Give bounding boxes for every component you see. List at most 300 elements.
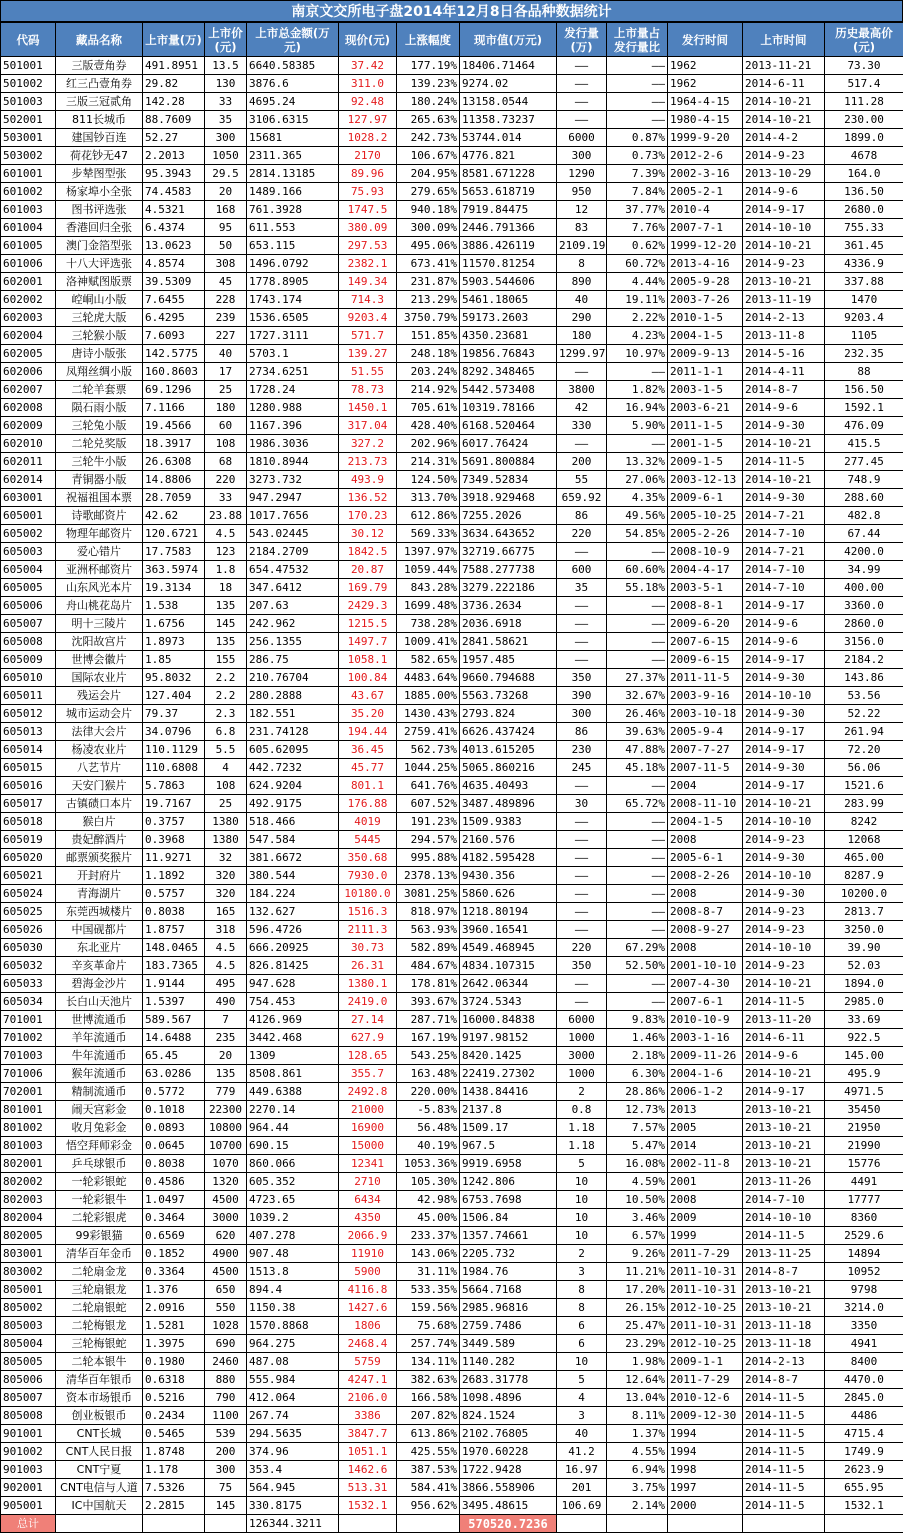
gain-cell: 612.86%: [397, 507, 460, 525]
gain-cell: 31.11%: [397, 1263, 460, 1281]
ratio-cell: ——: [607, 849, 668, 867]
listed-qty-cell: 0.1852: [143, 1245, 205, 1263]
ratio-cell: 67.29%: [607, 939, 668, 957]
listed-price-cell: 790: [205, 1389, 247, 1407]
name-cell: 创业板银币: [56, 1407, 143, 1425]
issue-qty-cell: 5: [557, 1371, 607, 1389]
table-row: [1, 381, 903, 399]
header-row: [1, 23, 903, 57]
current-price-cell: 2111.3: [339, 921, 397, 939]
issue-date-cell: 2008-8-1: [668, 597, 743, 615]
market-value-cell: 4350.23681: [460, 327, 557, 345]
ratio-cell: 27.37%: [607, 669, 668, 687]
listed-amount-cell: 3106.6315: [247, 111, 339, 129]
current-price-cell: 4019: [339, 813, 397, 831]
code-cell: 605016: [1, 777, 56, 795]
current-price-cell: 2066.9: [339, 1227, 397, 1245]
issue-date-cell: 2012-10-25: [668, 1299, 743, 1317]
listed-date-cell: 2014-11-5: [743, 1425, 825, 1443]
name-cell: 二轮扇金龙: [56, 1263, 143, 1281]
highest-price-cell: 361.45: [825, 237, 903, 255]
listed-amount-cell: 947.2947: [247, 489, 339, 507]
highest-price-cell: 67.44: [825, 525, 903, 543]
listed-amount-cell: 1810.8944: [247, 453, 339, 471]
table-row: [1, 1353, 903, 1371]
header-cell: 代码: [1, 23, 56, 57]
market-value-cell: 32719.66775: [460, 543, 557, 561]
issue-date-cell: 2014: [668, 1137, 743, 1155]
issue-date-cell: 2003-1-16: [668, 1029, 743, 1047]
listed-qty-cell: 0.8038: [143, 903, 205, 921]
name-cell: 长白山天池片: [56, 993, 143, 1011]
listed-amount-cell: 2814.13185: [247, 165, 339, 183]
listed-qty-cell: 0.0645: [143, 1137, 205, 1155]
name-cell: 唐诗小版张: [56, 345, 143, 363]
highest-price-cell: 14894: [825, 1245, 903, 1263]
market-value-cell: 5461.18065: [460, 291, 557, 309]
code-cell: 701006: [1, 1065, 56, 1083]
listed-qty-cell: 88.7609: [143, 111, 205, 129]
listed-amount-cell: 381.6672: [247, 849, 339, 867]
issue-qty-cell: 41.2: [557, 1443, 607, 1461]
ratio-cell: 5.90%: [607, 417, 668, 435]
table-row: [1, 1029, 903, 1047]
issue-qty-cell: 0.8: [557, 1101, 607, 1119]
table-row: [1, 1137, 903, 1155]
listed-amount-cell: 624.9204: [247, 777, 339, 795]
issue-qty-cell: 200: [557, 453, 607, 471]
listed-qty-cell: 26.6308: [143, 453, 205, 471]
name-cell: 一轮彩银牛: [56, 1191, 143, 1209]
issue-qty-cell: 3000: [557, 1047, 607, 1065]
issue-date-cell: 2004: [668, 777, 743, 795]
listed-date-cell: 2014-11-5: [743, 1497, 825, 1515]
listed-qty-cell: 2.2815: [143, 1497, 205, 1515]
listed-date-cell: 2014-10-10: [743, 1209, 825, 1227]
issue-qty-cell: 180: [557, 327, 607, 345]
listed-amount-cell: 4695.24: [247, 93, 339, 111]
listed-date-cell: 2014-10-21: [743, 93, 825, 111]
listed-price-cell: 17: [205, 363, 247, 381]
gain-cell: 956.62%: [397, 1497, 460, 1515]
code-cell: 805008: [1, 1407, 56, 1425]
code-cell: 602003: [1, 309, 56, 327]
table-row: [1, 939, 903, 957]
code-cell: 805004: [1, 1335, 56, 1353]
code-cell: 805006: [1, 1371, 56, 1389]
market-value-cell: 1098.4896: [460, 1389, 557, 1407]
issue-qty-cell: 600: [557, 561, 607, 579]
listed-price-cell: 4.5: [205, 939, 247, 957]
table-row: [1, 615, 903, 633]
table-row: [1, 1263, 903, 1281]
listed-qty-cell: 0.5757: [143, 885, 205, 903]
table-row: [1, 399, 903, 417]
listed-date-cell: 2014-10-10: [743, 687, 825, 705]
listed-qty-cell: 1.6756: [143, 615, 205, 633]
market-value-cell: 3634.643652: [460, 525, 557, 543]
listed-amount-cell: 3442.468: [247, 1029, 339, 1047]
listed-amount-cell: 964.275: [247, 1335, 339, 1353]
listed-qty-cell: 4.8574: [143, 255, 205, 273]
issue-date-cell: 1999-9-20: [668, 129, 743, 147]
highest-price-cell: 2985.0: [825, 993, 903, 1011]
listed-qty-cell: 0.3364: [143, 1263, 205, 1281]
empty-cell: [607, 1515, 668, 1533]
table-row: [1, 1425, 903, 1443]
listed-qty-cell: 148.0465: [143, 939, 205, 957]
name-cell: 清华百年银币: [56, 1371, 143, 1389]
listed-date-cell: 2014-9-17: [743, 777, 825, 795]
issue-qty-cell: 230: [557, 741, 607, 759]
name-cell: CNT长城: [56, 1425, 143, 1443]
current-price-cell: 2170: [339, 147, 397, 165]
table-row: [1, 957, 903, 975]
code-cell: 602006: [1, 363, 56, 381]
highest-price-cell: 8242: [825, 813, 903, 831]
listed-price-cell: 23.88: [205, 507, 247, 525]
current-price-cell: 2106.0: [339, 1389, 397, 1407]
listed-amount-cell: 2184.2709: [247, 543, 339, 561]
code-cell: 602011: [1, 453, 56, 471]
listed-price-cell: 6.8: [205, 723, 247, 741]
highest-price-cell: 10952: [825, 1263, 903, 1281]
listed-date-cell: 2014-10-10: [743, 813, 825, 831]
empty-cell: [56, 1515, 143, 1533]
market-value-cell: 5653.618719: [460, 183, 557, 201]
highest-price-cell: 232.35: [825, 345, 903, 363]
issue-qty-cell: 220: [557, 525, 607, 543]
name-cell: 八艺节片: [56, 759, 143, 777]
name-cell: 世博会徽片: [56, 651, 143, 669]
gain-cell: 1009.41%: [397, 633, 460, 651]
listed-amount-cell: 547.584: [247, 831, 339, 849]
issue-date-cell: 2001: [668, 1173, 743, 1191]
name-cell: 杨家埠小全张: [56, 183, 143, 201]
listed-price-cell: 1.8: [205, 561, 247, 579]
current-price-cell: 493.9: [339, 471, 397, 489]
code-cell: 601004: [1, 219, 56, 237]
code-cell: 602010: [1, 435, 56, 453]
listed-date-cell: 2014-11-5: [743, 993, 825, 1011]
name-cell: 天安门猴片: [56, 777, 143, 795]
listed-date-cell: 2014-7-10: [743, 579, 825, 597]
listed-price-cell: 123: [205, 543, 247, 561]
listed-date-cell: 2014-9-30: [743, 669, 825, 687]
table-row: [1, 1209, 903, 1227]
listed-price-cell: 318: [205, 921, 247, 939]
current-price-cell: 15000: [339, 1137, 397, 1155]
gain-cell: 151.85%: [397, 327, 460, 345]
ratio-cell: 26.46%: [607, 705, 668, 723]
listed-qty-cell: 95.8032: [143, 669, 205, 687]
listed-qty-cell: 127.404: [143, 687, 205, 705]
highest-price-cell: 111.28: [825, 93, 903, 111]
total-label: 总计: [1, 1515, 56, 1533]
issue-qty-cell: ——: [557, 651, 607, 669]
table-row: [1, 597, 903, 615]
name-cell: 陨石雨小版: [56, 399, 143, 417]
listed-amount-cell: 1727.3111: [247, 327, 339, 345]
listed-date-cell: 2013-10-29: [743, 165, 825, 183]
current-price-cell: 627.9: [339, 1029, 397, 1047]
header-cell: 历史最高价(元): [825, 23, 903, 57]
market-value-cell: 2985.96816: [460, 1299, 557, 1317]
market-value-cell: 3866.558906: [460, 1479, 557, 1497]
market-value-cell: 5065.860216: [460, 759, 557, 777]
listed-date-cell: 2014-7-10: [743, 1191, 825, 1209]
table-row: [1, 363, 903, 381]
gain-cell: 1885.00%: [397, 687, 460, 705]
listed-qty-cell: 63.0286: [143, 1065, 205, 1083]
market-value-cell: 4549.468945: [460, 939, 557, 957]
table-row: [1, 1461, 903, 1479]
gain-cell: 543.25%: [397, 1047, 460, 1065]
table-row: [1, 1389, 903, 1407]
current-price-cell: 5900: [339, 1263, 397, 1281]
listed-qty-cell: 95.3943: [143, 165, 205, 183]
ratio-cell: 1.98%: [607, 1353, 668, 1371]
name-cell: 祝福祖国本票: [56, 489, 143, 507]
issue-date-cell: 1964-4-15: [668, 93, 743, 111]
code-cell: 805002: [1, 1299, 56, 1317]
current-price-cell: 75.93: [339, 183, 397, 201]
listed-date-cell: 2014-4-11: [743, 363, 825, 381]
listed-amount-cell: 210.76704: [247, 669, 339, 687]
listed-amount-cell: 1167.396: [247, 417, 339, 435]
empty-cell: [668, 1515, 743, 1533]
current-price-cell: 327.2: [339, 435, 397, 453]
listed-price-cell: 25: [205, 795, 247, 813]
table-row: [1, 471, 903, 489]
current-price-cell: 35.20: [339, 705, 397, 723]
market-value-cell: 59173.2603: [460, 309, 557, 327]
listed-qty-cell: 142.5775: [143, 345, 205, 363]
issue-date-cell: 1999: [668, 1227, 743, 1245]
listed-price-cell: 4900: [205, 1245, 247, 1263]
listed-amount-cell: 907.48: [247, 1245, 339, 1263]
listed-qty-cell: 1.0497: [143, 1191, 205, 1209]
issue-date-cell: 2011-7-29: [668, 1371, 743, 1389]
gain-cell: 191.23%: [397, 813, 460, 831]
issue-qty-cell: 245: [557, 759, 607, 777]
market-value-cell: 8581.671228: [460, 165, 557, 183]
market-value-cell: 6626.437424: [460, 723, 557, 741]
code-cell: 605005: [1, 579, 56, 597]
table-row: [1, 1083, 903, 1101]
code-cell: 605024: [1, 885, 56, 903]
ratio-cell: ——: [607, 633, 668, 651]
ratio-cell: ——: [607, 813, 668, 831]
listed-date-cell: 2014-8-7: [743, 1263, 825, 1281]
table-row: [1, 435, 903, 453]
header-cell: 发行量(万): [557, 23, 607, 57]
empty-cell: [143, 1515, 205, 1533]
current-price-cell: 139.27: [339, 345, 397, 363]
ratio-cell: 9.83%: [607, 1011, 668, 1029]
code-cell: 801001: [1, 1101, 56, 1119]
listed-amount-cell: 1743.174: [247, 291, 339, 309]
issue-qty-cell: ——: [557, 849, 607, 867]
highest-price-cell: 136.50: [825, 183, 903, 201]
header-cell: 现市值(万元): [460, 23, 557, 57]
highest-price-cell: 3156.0: [825, 633, 903, 651]
highest-price-cell: 2184.2: [825, 651, 903, 669]
issue-qty-cell: 6000: [557, 1011, 607, 1029]
listed-amount-cell: 374.96: [247, 1443, 339, 1461]
listed-qty-cell: 7.5326: [143, 1479, 205, 1497]
market-value-cell: 1509.9383: [460, 813, 557, 831]
listed-amount-cell: 449.6388: [247, 1083, 339, 1101]
current-price-cell: 380.09: [339, 219, 397, 237]
current-price-cell: 169.79: [339, 579, 397, 597]
current-price-cell: 45.77: [339, 759, 397, 777]
table-row: [1, 867, 903, 885]
issue-qty-cell: ——: [557, 903, 607, 921]
name-cell: 建国钞百连: [56, 129, 143, 147]
issue-qty-cell: ——: [557, 363, 607, 381]
table-row: [1, 1173, 903, 1191]
listed-price-cell: 155: [205, 651, 247, 669]
current-price-cell: 1058.1: [339, 651, 397, 669]
name-cell: IC中国航天: [56, 1497, 143, 1515]
code-cell: 601003: [1, 201, 56, 219]
market-value-cell: 3487.489896: [460, 795, 557, 813]
current-price-cell: 801.1: [339, 777, 397, 795]
highest-price-cell: 9203.4: [825, 309, 903, 327]
current-price-cell: 2382.1: [339, 255, 397, 273]
gain-cell: 563.93%: [397, 921, 460, 939]
ratio-cell: ——: [607, 57, 668, 75]
issue-qty-cell: 42: [557, 399, 607, 417]
listed-date-cell: 2014-9-17: [743, 201, 825, 219]
listed-price-cell: 13.5: [205, 57, 247, 75]
listed-date-cell: 2014-11-5: [743, 1461, 825, 1479]
market-value-cell: 18406.71464: [460, 57, 557, 75]
issue-date-cell: 2007-7-1: [668, 219, 743, 237]
issue-date-cell: 2008: [668, 939, 743, 957]
listed-price-cell: 220: [205, 471, 247, 489]
listed-price-cell: 3000: [205, 1209, 247, 1227]
current-price-cell: 1450.1: [339, 399, 397, 417]
table-row: [1, 1065, 903, 1083]
highest-price-cell: 465.00: [825, 849, 903, 867]
header-cell: 上市总金额(万元): [247, 23, 339, 57]
code-cell: 605033: [1, 975, 56, 993]
issue-qty-cell: ——: [557, 75, 607, 93]
ratio-cell: 19.11%: [607, 291, 668, 309]
current-price-cell: 513.31: [339, 1479, 397, 1497]
gain-cell: 300.09%: [397, 219, 460, 237]
market-value-cell: 6753.7698: [460, 1191, 557, 1209]
code-cell: 605010: [1, 669, 56, 687]
table-row: [1, 921, 903, 939]
listed-amount-cell: 412.064: [247, 1389, 339, 1407]
gain-cell: 425.55%: [397, 1443, 460, 1461]
issue-date-cell: 2004-1-6: [668, 1065, 743, 1083]
listed-qty-cell: 7.6093: [143, 327, 205, 345]
listed-amount-cell: 564.945: [247, 1479, 339, 1497]
market-value-cell: 5903.544606: [460, 273, 557, 291]
current-price-cell: 1380.1: [339, 975, 397, 993]
listed-date-cell: 2014-9-23: [743, 255, 825, 273]
listed-amount-cell: 761.3928: [247, 201, 339, 219]
ratio-cell: 28.86%: [607, 1083, 668, 1101]
listed-amount-cell: 353.4: [247, 1461, 339, 1479]
market-value-cell: 7255.2026: [460, 507, 557, 525]
issue-date-cell: 2001-10-10: [668, 957, 743, 975]
market-value-cell: 4013.615205: [460, 741, 557, 759]
highest-price-cell: 39.90: [825, 939, 903, 957]
code-cell: 605015: [1, 759, 56, 777]
market-value-cell: 1506.84: [460, 1209, 557, 1227]
gain-cell: 207.82%: [397, 1407, 460, 1425]
highest-price-cell: 1521.6: [825, 777, 903, 795]
current-price-cell: 311.0: [339, 75, 397, 93]
issue-qty-cell: 2: [557, 1083, 607, 1101]
highest-price-cell: 1899.0: [825, 129, 903, 147]
issue-qty-cell: 10: [557, 1209, 607, 1227]
listed-amount-cell: 330.8175: [247, 1497, 339, 1515]
name-cell: 三轮猴小版: [56, 327, 143, 345]
listed-date-cell: 2014-9-17: [743, 651, 825, 669]
listed-qty-cell: 79.37: [143, 705, 205, 723]
table-row: [1, 327, 903, 345]
gain-cell: 163.48%: [397, 1065, 460, 1083]
issue-qty-cell: 83: [557, 219, 607, 237]
gain-cell: 1699.48%: [397, 597, 460, 615]
market-value-cell: 4635.40493: [460, 777, 557, 795]
highest-price-cell: 1470: [825, 291, 903, 309]
code-cell: 603001: [1, 489, 56, 507]
current-price-cell: 9203.4: [339, 309, 397, 327]
ratio-cell: 54.85%: [607, 525, 668, 543]
market-value-cell: 13158.0544: [460, 93, 557, 111]
code-cell: 602004: [1, 327, 56, 345]
code-cell: 602001: [1, 273, 56, 291]
name-cell: 荷花钞无47: [56, 147, 143, 165]
market-value-cell: 3495.48615: [460, 1497, 557, 1515]
gain-cell: 257.74%: [397, 1335, 460, 1353]
code-cell: 802002: [1, 1173, 56, 1191]
issue-qty-cell: ——: [557, 831, 607, 849]
listed-qty-cell: 19.4566: [143, 417, 205, 435]
ratio-cell: ——: [607, 615, 668, 633]
market-value-cell: 11358.73237: [460, 111, 557, 129]
current-price-cell: 1427.6: [339, 1299, 397, 1317]
listed-date-cell: 2013-11-8: [743, 327, 825, 345]
listed-qty-cell: 1.1892: [143, 867, 205, 885]
code-cell: 802001: [1, 1155, 56, 1173]
market-value-cell: 9660.794688: [460, 669, 557, 687]
listed-qty-cell: 52.27: [143, 129, 205, 147]
issue-qty-cell: 1290: [557, 165, 607, 183]
listed-price-cell: 1028: [205, 1317, 247, 1335]
current-price-cell: 2429.3: [339, 597, 397, 615]
listed-amount-cell: 231.74128: [247, 723, 339, 741]
ratio-cell: 3.75%: [607, 1479, 668, 1497]
listed-price-cell: 165: [205, 903, 247, 921]
issue-qty-cell: 30: [557, 795, 607, 813]
current-price-cell: 355.7: [339, 1065, 397, 1083]
total-amount: 126344.3211: [247, 1515, 339, 1533]
listed-price-cell: 95: [205, 219, 247, 237]
table-row: [1, 903, 903, 921]
table-row: [1, 813, 903, 831]
highest-price-cell: 288.60: [825, 489, 903, 507]
issue-date-cell: 2010-1-5: [668, 309, 743, 327]
header-cell: 现价(元): [339, 23, 397, 57]
